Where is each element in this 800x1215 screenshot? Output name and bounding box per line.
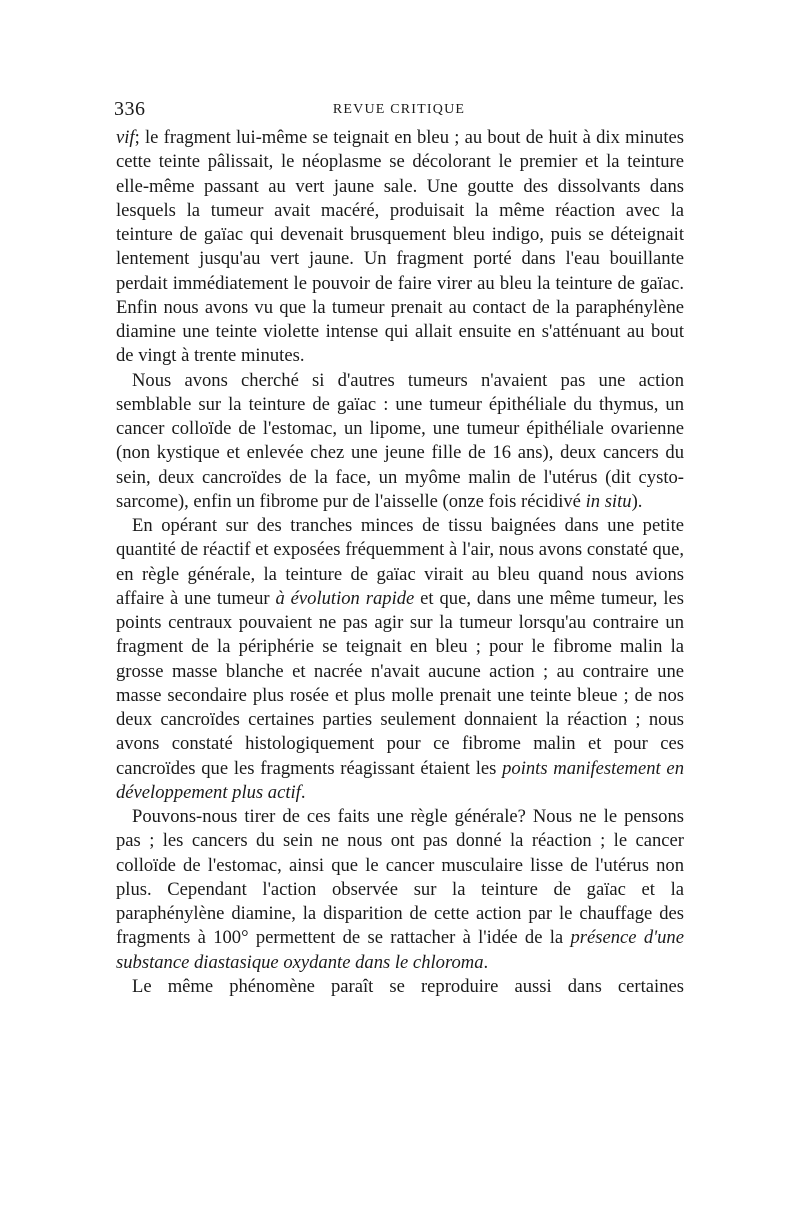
text-segment-italic: vif — [116, 127, 135, 148]
text-segment: Le même phénomène paraît se reproduire aussi dans certaines — [132, 975, 684, 997]
text-segment: . — [300, 781, 306, 803]
text-segment-italic: points manifestement en développement plus actif — [116, 757, 684, 803]
text-segment: ; le fragment lui-même se teignait en bleu ; au bout de huit à dix minutes cette teinte pâlissait, le néoplasme se décolorant le premier et la teinture elle-même passant au vert jaune sale. Une goutte des dissolvants dans lesquels la tumeur avait macéré, produisait la même réaction avec la teinture de gaïac qui devenait brusquement bleu indigo, puis se déteignait lentement jusqu'au vert jaune. Un fragment porté dans l'eau bouillante perdait immédiatement le pouvoir de faire virer au bleu la teinture de gaïac. Enfin nous avons vu que la tumeur prenait au contact de la paraphénylène diamine une teinte violette intense qui allait ensuite en s'atténuant au bout de vingt à trente minutes. — [116, 127, 684, 367]
text-segment-italic: in situ — [585, 490, 632, 512]
text-segment: Pouvons-nous tirer de ces faits une règle générale? Nous ne le pensons pas ; les cancers du sein ne nous ont pas donné la réaction ; le cancer colloïde de l'estomac, ainsi que le cancer musculaire lisse de l'utérus non plus. Cependant l'action observée sur la teinture de gaïac et la paraphénylène diamine, la disparition de cette action par le chauffage des fragments à 100° permettent de se rattacher à l'idée de la — [116, 806, 684, 949]
page-header — [114, 98, 684, 124]
paragraph — [116, 975, 684, 999]
paragraph — [116, 126, 684, 369]
page-number: 336 — [114, 98, 146, 120]
text-segment: et que, dans une même tumeur, les points centraux pouvaient ne pas agir sur la tumeur lorsqu'au contraire un fragment de la périphérie se teignait en bleu ; pour le fibrome malin la grosse masse blanche et nacrée n'avait aucune action ; au contraire une masse secondaire plus rosée et plus molle prenait une teinte bleue ; de nos deux cancroïdes certaines parties seulement donnaient la réaction ; nous avons constaté histologiquement pour ce fibrome malin et pour ces cancroïdes que les fragments réagissant étaient les — [116, 587, 684, 779]
text-segment: En opérant sur des tranches minces de tissu baignées dans une petite quantité de réactif et exposées fréquemment à l'air, nous avons constaté que, en règle générale, la teinture de gaïac virait au bleu quand nous avions affaire à une tumeur — [116, 515, 684, 609]
text-segment: ). — [631, 490, 643, 512]
text-segment-italic: présence d'une substance diastasique oxydante dans le chloroma — [116, 927, 684, 973]
text-segment: Nous avons cherché si d'autres tumeurs n'avaient pas une action semblable sur la teinture de gaïac : une tumeur épithéliale du thymus, un cancer colloïde de l'estomac, un lipome, une tumeur épithéliale ovarienne (non kystique et enlevée chez une jeune fille de 16 ans), deux cancers du sein, deux cancroïdes de la face, un myôme malin de l'utérus (dit cysto-sarcome), enfin un fibrome pur de l'aisselle (onze fois récidivé — [116, 369, 684, 512]
text-segment-italic: à évolution rapide — [275, 587, 415, 609]
paragraph — [116, 514, 684, 805]
paragraph — [116, 805, 684, 975]
text-segment: . — [483, 951, 489, 973]
text-body — [116, 126, 684, 999]
paragraph — [116, 369, 684, 515]
running-title: REVUE CRITIQUE — [332, 102, 466, 117]
